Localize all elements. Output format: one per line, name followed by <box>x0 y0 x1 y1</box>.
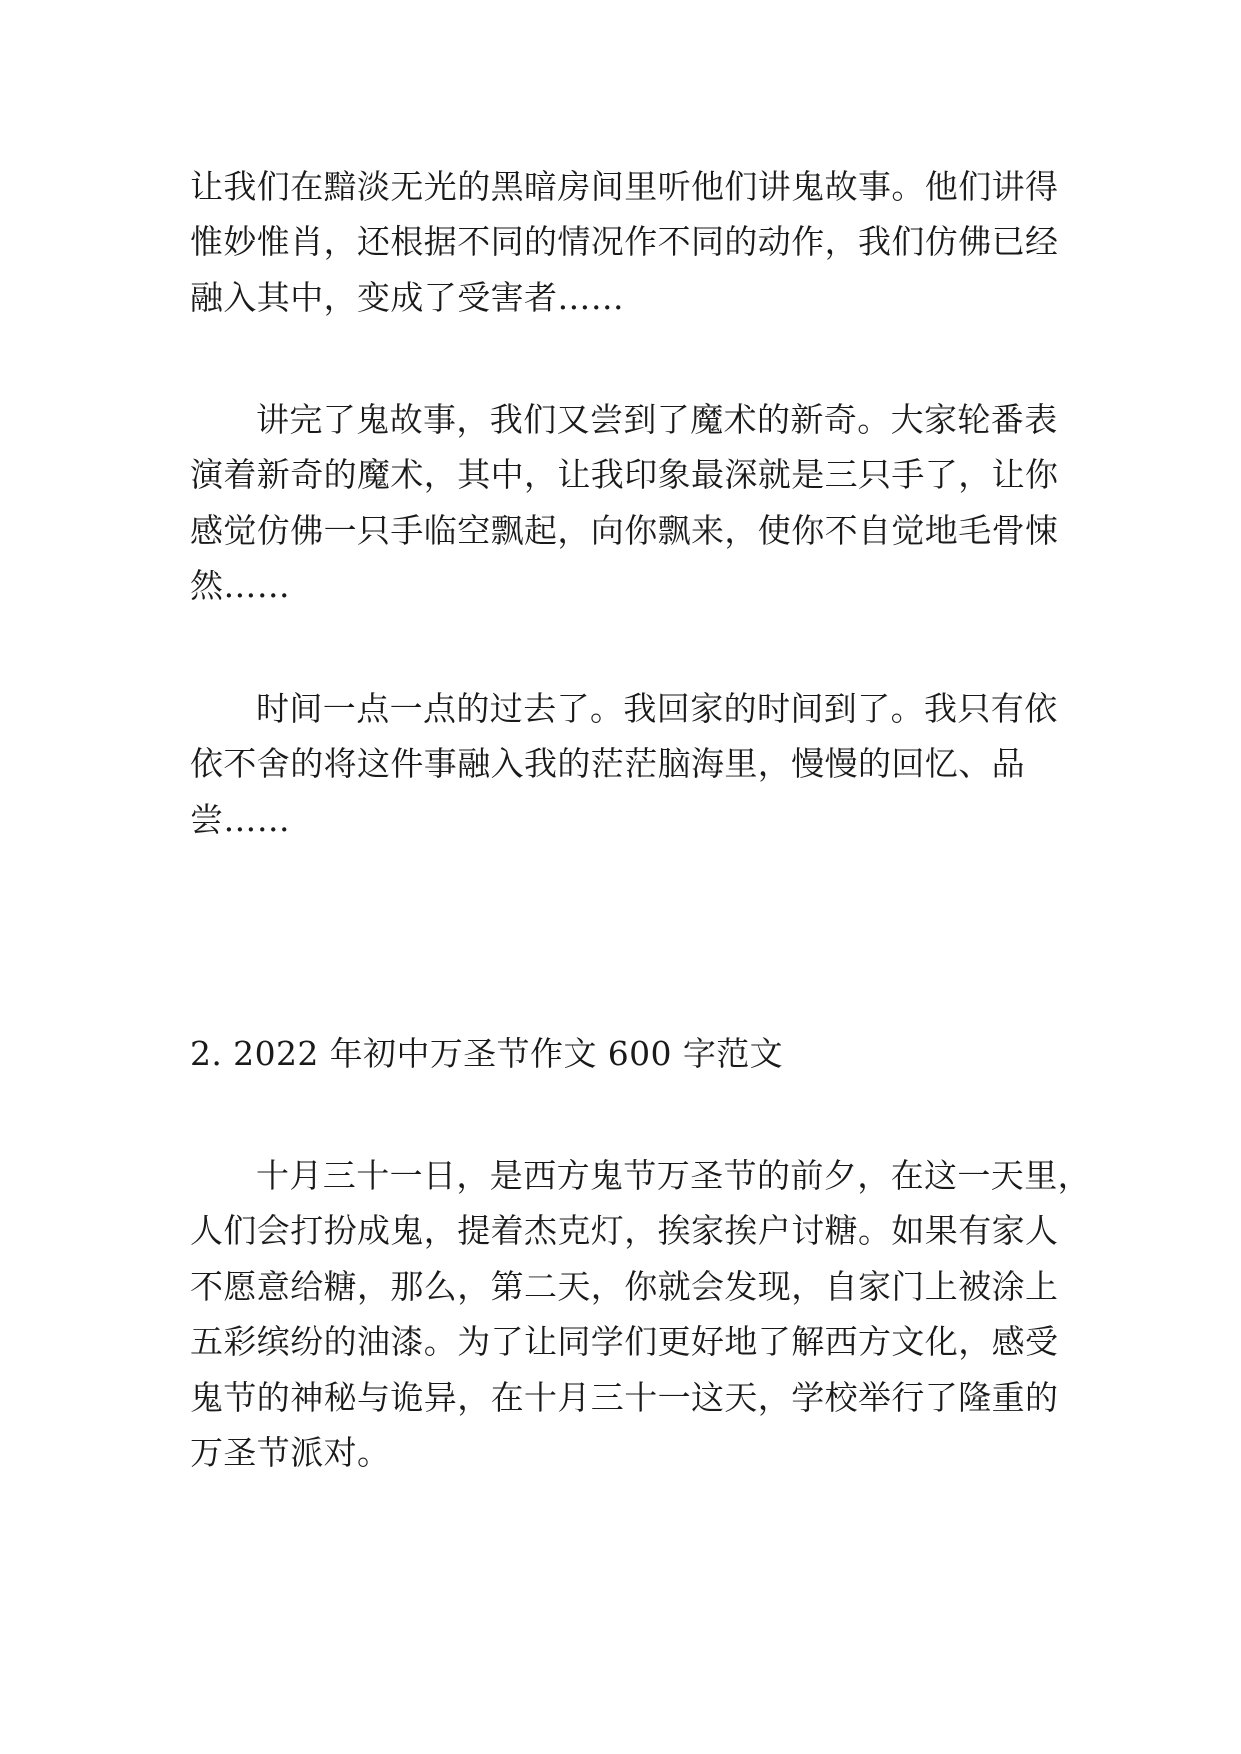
text-line: 人们会打扮成鬼，提着杰克灯，挨家挨户讨糖。如果有家人 <box>190 1211 1059 1250</box>
text-line: 依不舍的将这件事融入我的茫茫脑海里，慢慢的回忆、品 <box>190 744 1025 783</box>
text-line: 然…… <box>190 566 291 605</box>
text-line: 鬼节的神秘与诡异，在十月三十一这天，学校举行了隆重的 <box>190 1378 1059 1417</box>
text-line: 感觉仿佛一只手临空飘起，向你飘来，使你不自觉地毛骨悚 <box>190 511 1059 550</box>
text-line: 让我们在黯淡无光的黑暗房间里听他们讲鬼故事。他们讲得 <box>190 167 1059 206</box>
text-line: 融入其中，变成了受害者…… <box>190 278 625 317</box>
text-line: 惟妙惟肖，还根据不同的情况作不同的动作，我们仿佛已经 <box>190 222 1059 261</box>
text-line: 演着新奇的魔术，其中，让我印象最深就是三只手了，让你 <box>190 455 1059 494</box>
text-line: 时间一点一点的过去了。我回家的时间到了。我只有依 <box>256 689 1058 728</box>
text-line: 不愿意给糖，那么，第二天，你就会发现，自家门上被涂上 <box>190 1267 1059 1306</box>
text-line: 尝…… <box>190 800 291 839</box>
section-heading: 2. 2022 年初中万圣节作文 600 字范文 <box>190 1034 784 1073</box>
text-line: 万圣节派对。 <box>190 1433 391 1472</box>
text-line: 十月三十一日，是西方鬼节万圣节的前夕，在这一天里， <box>256 1156 1091 1195</box>
text-line: 五彩缤纷的油漆。为了让同学们更好地了解西方文化，感受 <box>190 1322 1059 1361</box>
text-line: 讲完了鬼故事，我们又尝到了魔术的新奇。大家轮番表 <box>256 400 1058 439</box>
